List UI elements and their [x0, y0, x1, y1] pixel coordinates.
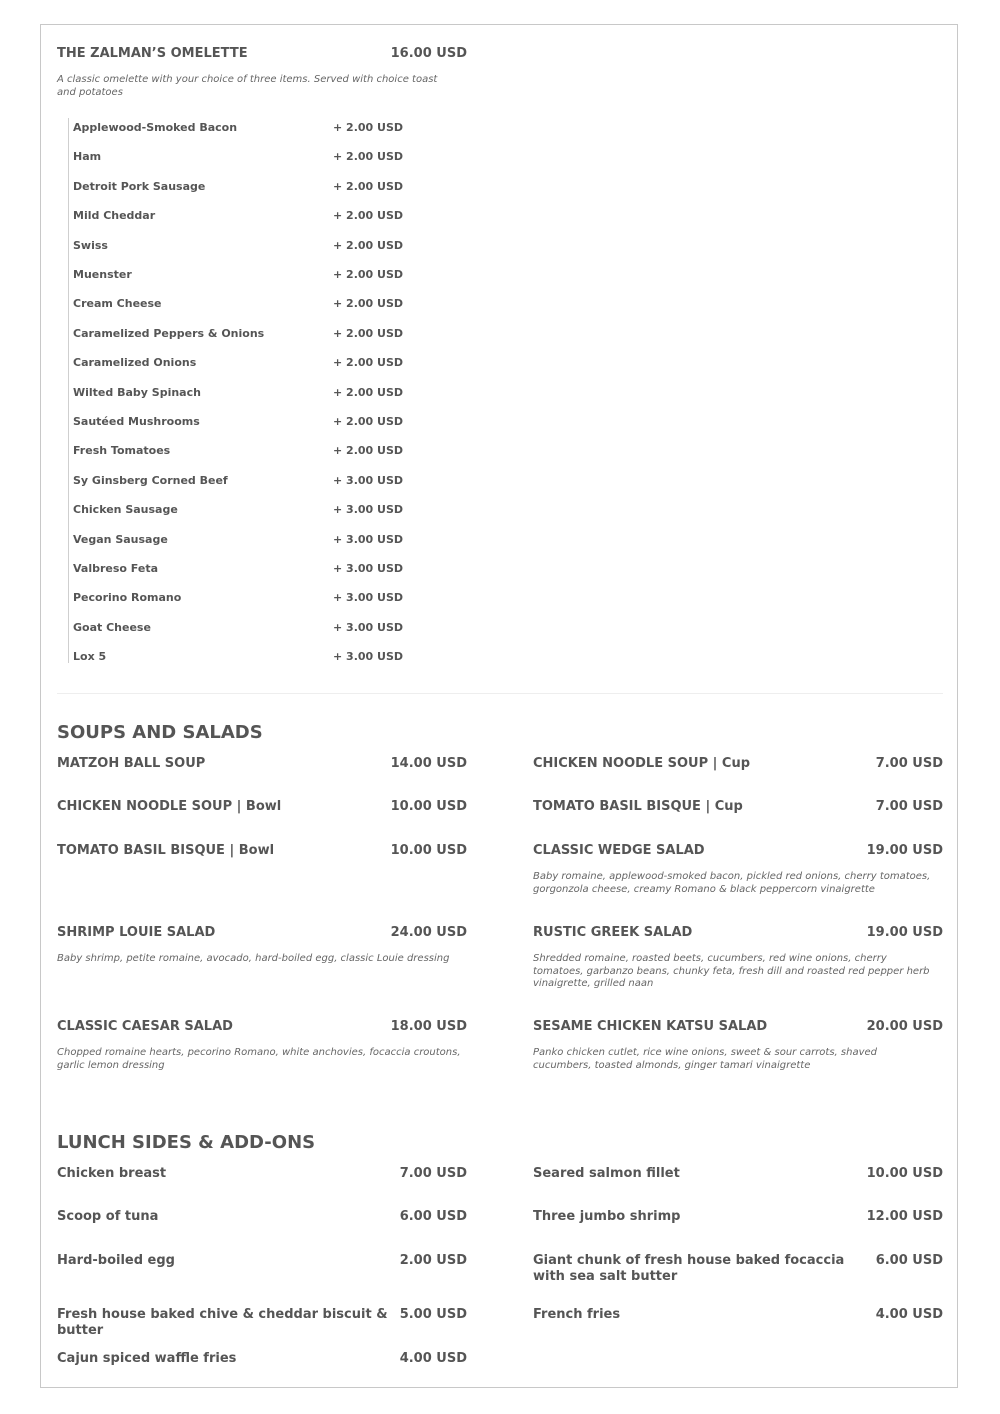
menu-item-name: Giant chunk of fresh house baked focaccia with sea salt butter [533, 1253, 845, 1284]
menu-item-name: TOMATO BASIL BISQUE | Cup [533, 799, 743, 814]
option-price: + 2.00 USD [333, 150, 404, 163]
menu-item-price: 6.00 USD [875, 1253, 943, 1268]
option-price: + 3.00 USD [333, 562, 404, 575]
menu-item-name: Chicken breast [57, 1166, 167, 1181]
option-price: + 2.00 USD [333, 327, 404, 340]
menu-item-price: 19.00 USD [866, 843, 943, 858]
option-price: + 3.00 USD [333, 650, 404, 663]
menu-item-name: CHICKEN NOODLE SOUP | Cup [533, 756, 751, 771]
option-price: + 2.00 USD [333, 444, 404, 457]
menu-item-price: 7.00 USD [875, 799, 943, 814]
section-divider [57, 693, 943, 694]
menu-item-name: French fries [533, 1307, 621, 1322]
option-name: Applewood-Smoked Bacon [73, 121, 238, 134]
option-row[interactable] [73, 150, 404, 166]
menu-item-name: Scoop of tuna [57, 1209, 159, 1224]
menu-item-price: 7.00 USD [875, 756, 943, 771]
option-name: Muenster [73, 268, 132, 281]
menu-item-price: 5.00 USD [399, 1307, 467, 1322]
option-price: + 3.00 USD [333, 591, 404, 604]
option-name: Wilted Baby Spinach [73, 386, 201, 399]
menu-item-name: THE ZALMAN’S OMELETTE [57, 46, 248, 61]
menu-item-name: CHICKEN NOODLE SOUP | Bowl [57, 799, 282, 814]
option-row[interactable] [73, 591, 404, 607]
option-row[interactable] [73, 650, 404, 666]
menu-item-price: 16.00 USD [390, 46, 467, 61]
option-name: Cream Cheese [73, 297, 162, 310]
option-row[interactable] [73, 209, 404, 225]
option-name: Sautéed Mushrooms [73, 415, 200, 428]
option-price: + 2.00 USD [333, 268, 404, 281]
option-row[interactable] [73, 503, 404, 519]
menu-item-name: Seared salmon fillet [533, 1166, 680, 1181]
option-price: + 2.00 USD [333, 415, 404, 428]
menu-item-price: 4.00 USD [875, 1307, 943, 1322]
menu-item-description: Chopped romaine hearts, pecorino Romano, white anchovies, focaccia croutons, garlic lemon dressing [57, 1047, 461, 1071]
option-name: Detroit Pork Sausage [73, 180, 206, 193]
option-name: Chicken Sausage [73, 503, 178, 516]
option-name: Vegan Sausage [73, 533, 168, 546]
option-row[interactable] [73, 444, 404, 460]
option-row[interactable] [73, 562, 404, 578]
option-price: + 2.00 USD [333, 209, 404, 222]
option-price: + 2.00 USD [333, 356, 404, 369]
option-row[interactable] [73, 621, 404, 637]
menu-item-name: MATZOH BALL SOUP [57, 756, 206, 771]
menu-item-price: 10.00 USD [390, 799, 467, 814]
option-row[interactable] [73, 268, 404, 284]
option-name: Mild Cheddar [73, 209, 156, 222]
section-title: SOUPS AND SALADS [57, 722, 263, 743]
menu-item-price: 10.00 USD [390, 843, 467, 858]
menu-item-price: 14.00 USD [390, 756, 467, 771]
option-row[interactable] [73, 121, 404, 137]
option-price: + 2.00 USD [333, 386, 404, 399]
menu-item-name: CLASSIC CAESAR SALAD [57, 1019, 233, 1034]
option-row[interactable] [73, 356, 404, 372]
menu-item-price: 2.00 USD [399, 1253, 467, 1268]
option-row[interactable] [73, 415, 404, 431]
option-row[interactable] [73, 239, 404, 255]
menu-item-name: Fresh house baked chive & cheddar biscuit & butter [57, 1307, 388, 1338]
option-price: + 3.00 USD [333, 533, 404, 546]
option-price: + 3.00 USD [333, 474, 404, 487]
option-name: Swiss [73, 239, 108, 252]
option-price: + 2.00 USD [333, 180, 404, 193]
menu-item-price: 19.00 USD [866, 925, 943, 940]
menu-item-price: 4.00 USD [399, 1351, 467, 1366]
option-name: Goat Cheese [73, 621, 151, 634]
menu-item-description: Panko chicken cutlet, rice wine onions, sweet & sour carrots, shaved cucumbers, toasted almonds, ginger tamari vinaigrette [533, 1047, 877, 1071]
menu-item-name: CLASSIC WEDGE SALAD [533, 843, 705, 858]
option-row[interactable] [73, 180, 404, 196]
option-name: Fresh Tomatoes [73, 444, 171, 457]
menu-item-description: A classic omelette with your choice of three items. Served with choice toast and potatoes [57, 74, 438, 98]
menu-item-price: 24.00 USD [390, 925, 467, 940]
menu-item-price: 6.00 USD [399, 1209, 467, 1224]
option-name: Lox 5 [73, 650, 107, 663]
menu-item-price: 7.00 USD [399, 1166, 467, 1181]
omelette-options-list [68, 118, 404, 663]
option-name: Ham [73, 150, 102, 163]
menu-item-description: Shredded romaine, roasted beets, cucumbers, red wine onions, cherry tomatoes, garbanzo beans, chunky feta, fresh dill and roasted red pepper herb vinaigrette, grilled naan [533, 953, 930, 989]
menu-item-name: Three jumbo shrimp [533, 1209, 681, 1224]
menu-item-description: Baby romaine, applewood-smoked bacon, pickled red onions, cherry tomatoes, gorgonzola cheese, creamy Romano & black peppercorn vinaigrette [533, 871, 931, 895]
option-row[interactable] [73, 297, 404, 313]
option-price: + 3.00 USD [333, 503, 404, 516]
menu-item-price: 20.00 USD [866, 1019, 943, 1034]
option-name: Valbreso Feta [73, 562, 159, 575]
option-row[interactable] [73, 474, 404, 490]
menu-item-description: Baby shrimp, petite romaine, avocado, hard-boiled egg, classic Louie dressing [57, 953, 450, 964]
option-name: Caramelized Peppers & Onions [73, 327, 265, 340]
section-title: LUNCH SIDES & ADD-ONS [57, 1132, 316, 1153]
option-name: Pecorino Romano [73, 591, 182, 604]
menu-item-price: 10.00 USD [866, 1166, 943, 1181]
menu-item-name: TOMATO BASIL BISQUE | Bowl [57, 843, 275, 858]
option-price: + 2.00 USD [333, 297, 404, 310]
option-price: + 2.00 USD [333, 121, 404, 134]
option-price: + 2.00 USD [333, 239, 404, 252]
menu-item-price: 18.00 USD [390, 1019, 467, 1034]
option-row[interactable] [73, 327, 404, 343]
option-price: + 3.00 USD [333, 621, 404, 634]
option-row[interactable] [73, 533, 404, 549]
menu-item-price: 12.00 USD [866, 1209, 943, 1224]
menu-item-name: SESAME CHICKEN KATSU SALAD [533, 1019, 768, 1034]
menu-item-name: Hard-boiled egg [57, 1253, 175, 1268]
option-row[interactable] [73, 386, 404, 402]
menu-item-name: RUSTIC GREEK SALAD [533, 925, 693, 940]
menu-item-name: SHRIMP LOUIE SALAD [57, 925, 216, 940]
option-name: Sy Ginsberg Corned Beef [73, 474, 228, 487]
option-name: Caramelized Onions [73, 356, 197, 369]
menu-item-name: Cajun spiced waffle fries [57, 1351, 237, 1366]
